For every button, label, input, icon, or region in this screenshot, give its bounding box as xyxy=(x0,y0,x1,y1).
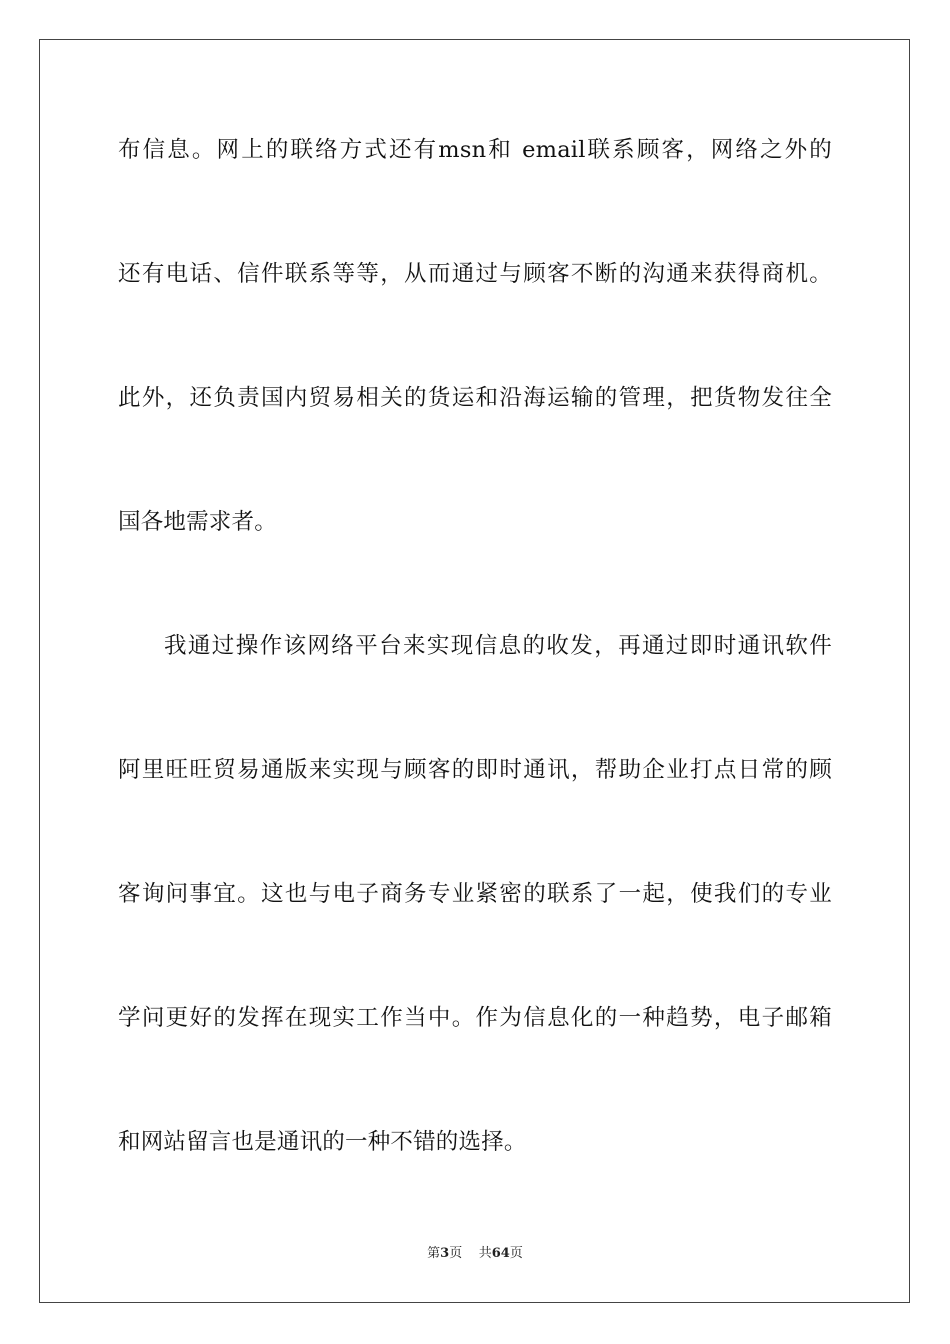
body-text-line: 此外，还负责国内贸易相关的货运和沿海运输的管理，把货物发往全 xyxy=(118,385,832,411)
body-text-line: 布信息。网上的联络方式还有msn和 email联系顾客，网络之外的 xyxy=(118,137,832,163)
body-text-line: 还有电话、信件联系等等，从而通过与顾客不断的沟通来获得商机。 xyxy=(118,261,832,287)
total-pages: 64 xyxy=(491,1246,510,1261)
page-number-prefix: 第 xyxy=(427,1246,441,1261)
total-pages-prefix: 共 xyxy=(478,1246,492,1261)
page-number-suffix: 页 xyxy=(449,1246,463,1261)
body-text-line: 学问更好的发挥在现实工作当中。作为信息化的一种趋势，电子邮箱 xyxy=(118,1005,832,1031)
body-text-line: 阿里旺旺贸易通版来实现与顾客的即时通讯，帮助企业打点日常的顾 xyxy=(118,757,832,783)
body-text-line: 我通过操作该网络平台来实现信息的收发，再通过即时通讯软件 xyxy=(164,633,832,659)
body-text-line: 客询问事宜。这也与电子商务专业紧密的联系了一起，使我们的专业 xyxy=(118,881,832,907)
page-number: 3 xyxy=(440,1246,450,1261)
body-text-line: 国各地需求者。 xyxy=(118,509,277,535)
page-footer xyxy=(0,1245,950,1263)
total-pages-suffix: 页 xyxy=(509,1246,523,1261)
body-text-line: 和网站留言也是通讯的一种不错的选择。 xyxy=(118,1129,527,1155)
page-border xyxy=(39,39,910,1303)
